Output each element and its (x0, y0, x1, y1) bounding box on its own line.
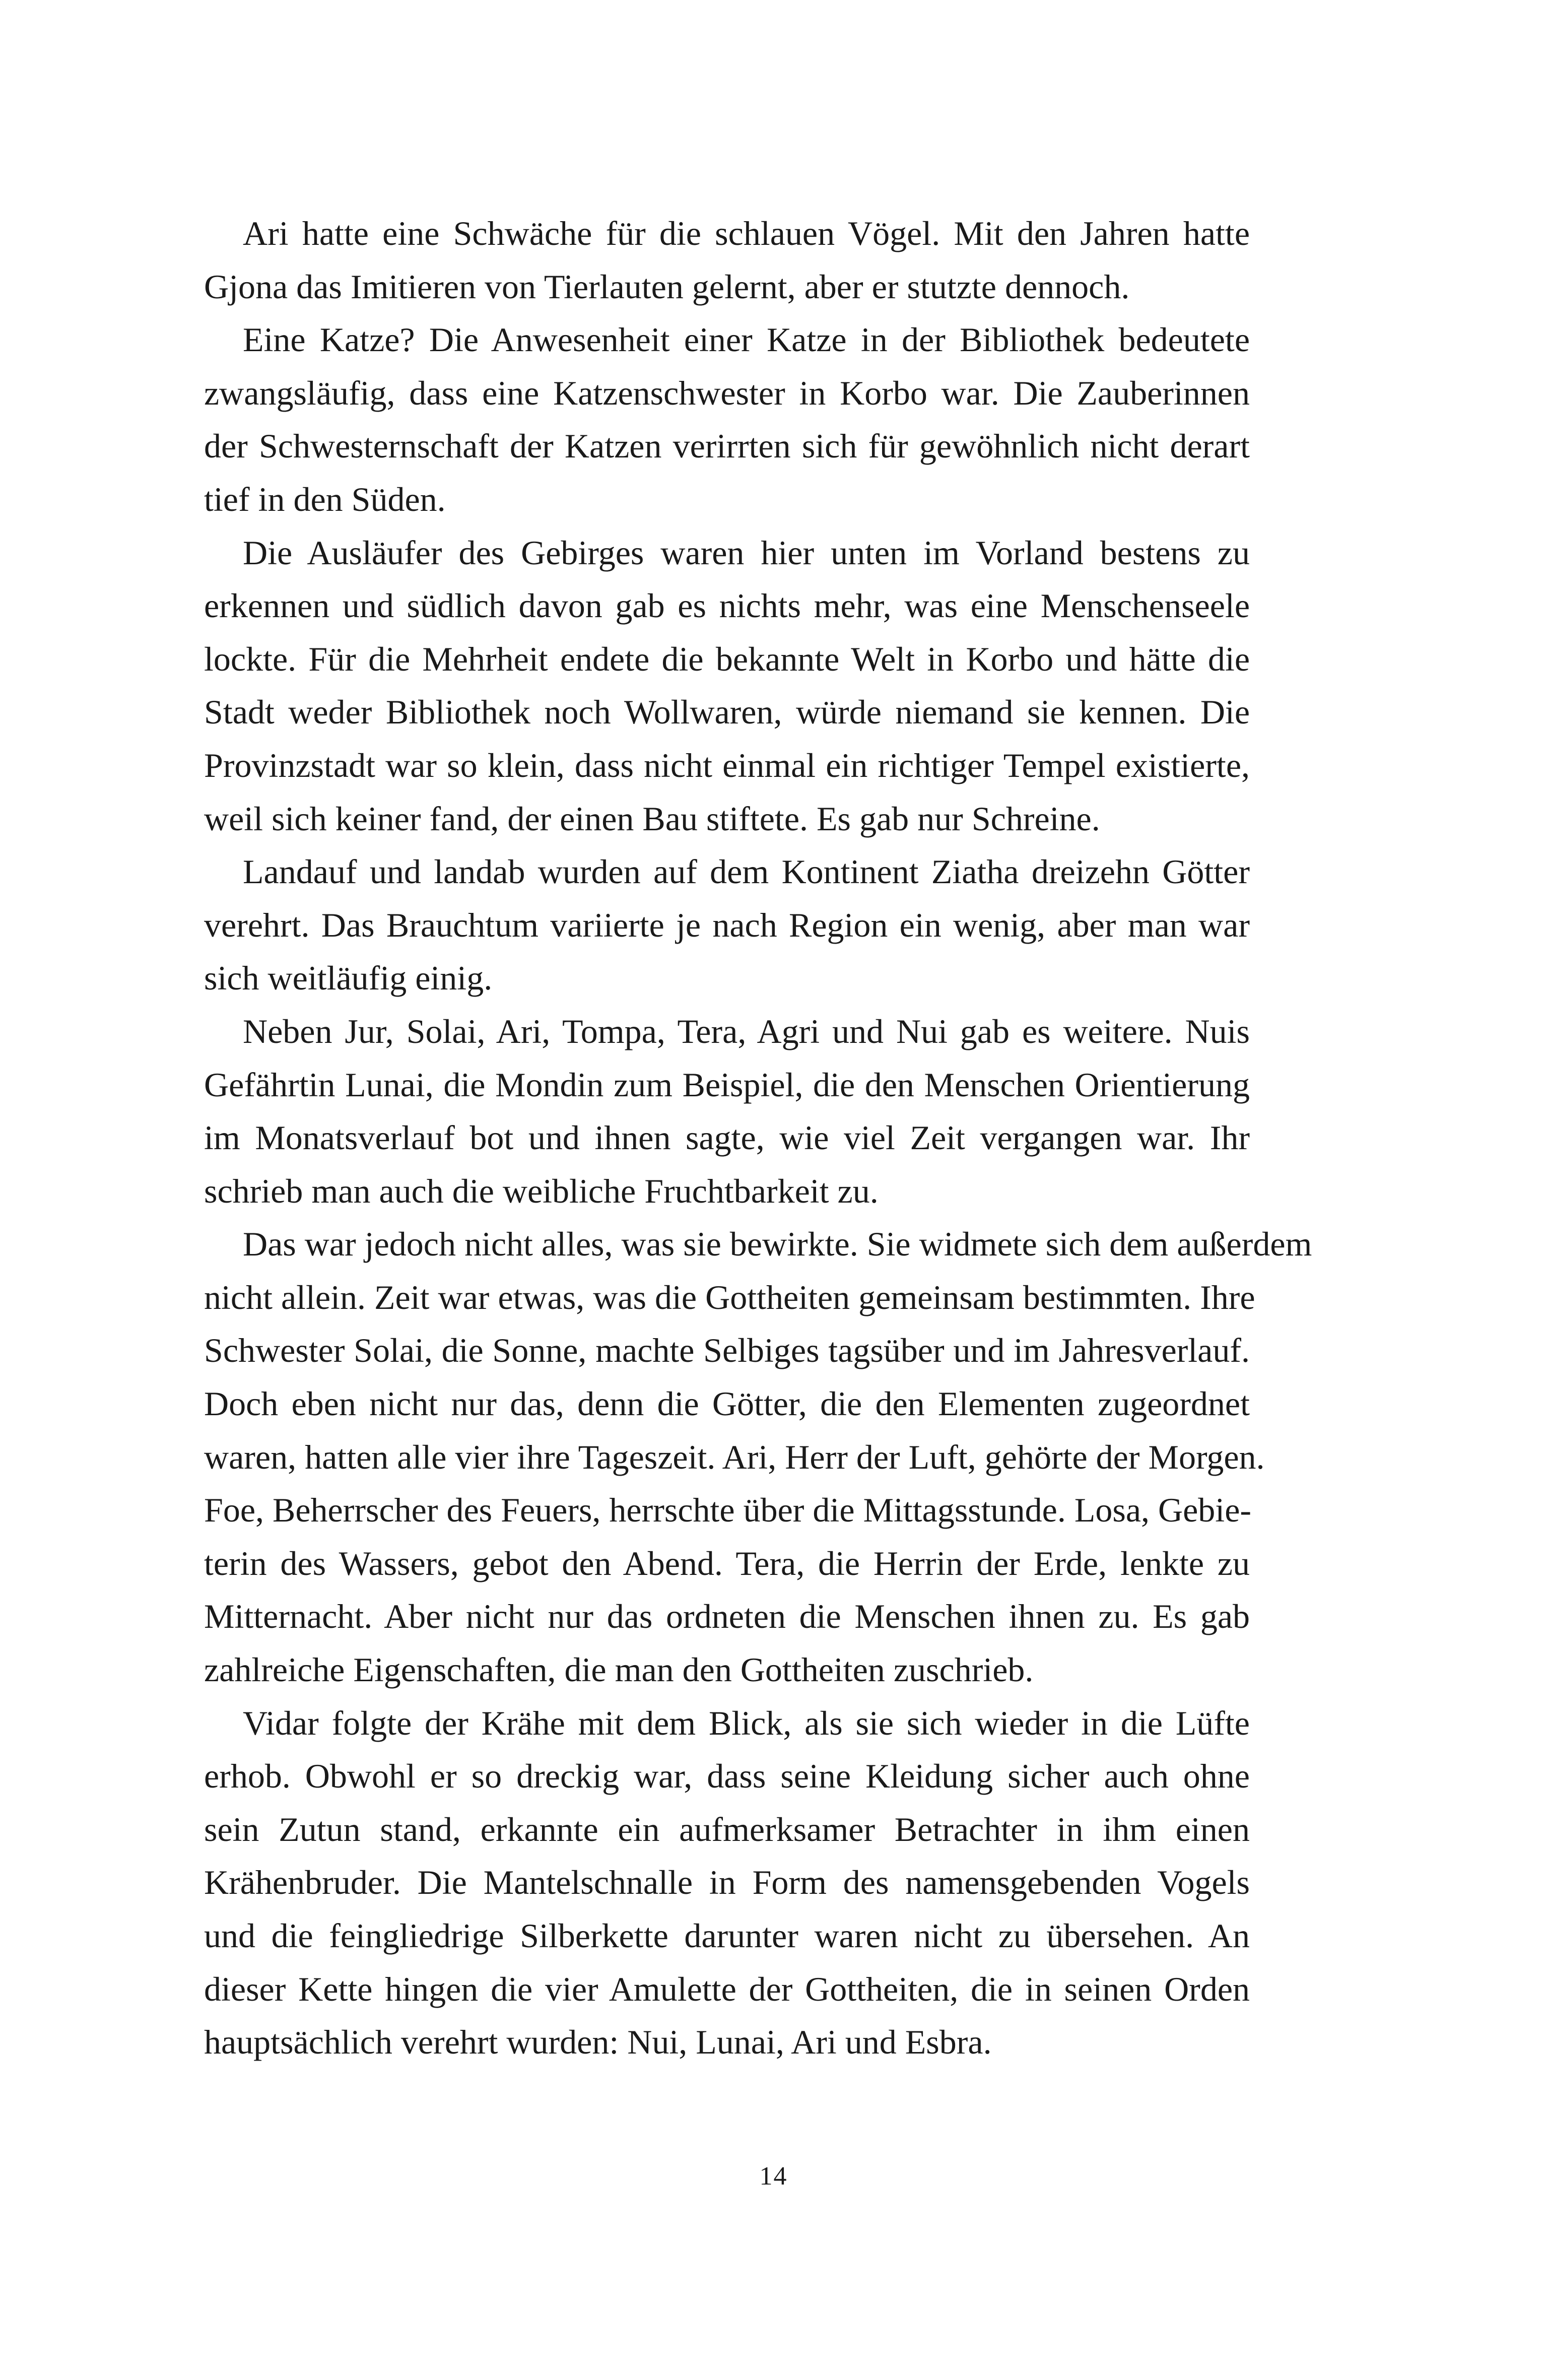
text-line: Das war jedoch nicht alles, was sie bewirkte. Sie widmete sich dem außerdem (243, 1225, 1312, 1264)
text-line: Schwester Solai, die Sonne, machte Selbiges tagsüber und im Jahresverlauf. (204, 1331, 1250, 1370)
text-line: Doch eben nicht nur das, denn die Götter, die den Elementen zugeordnet (204, 1384, 1250, 1423)
text-line: hauptsächlich verehrt wurden: Nui, Lunai, Ari und Esbra. (204, 2023, 992, 2062)
text-line: tief in den Süden. (204, 480, 446, 518)
text-line: Ari hatte eine Schwäche für die schlauen Vögel. Mit den Jahren hatte (243, 214, 1250, 252)
text-line: Stadt weder Bibliothek noch Wollwaren, würde niemand sie kennen. Die (204, 693, 1250, 732)
text-line: weil sich keiner fand, der einen Bau stiftete. Es gab nur Schreine. (204, 799, 1100, 838)
text-line: terin des Wassers, gebot den Abend. Tera, die Herrin der Erde, lenkte zu (204, 1544, 1250, 1582)
text-line: verehrt. Das Brauchtum variierte je nach Region ein wenig, aber man war (204, 905, 1250, 944)
text-line: Foe, Beherrscher des Feuers, herrschte über die Mittagsstunde. Losa, Gebie- (204, 1491, 1252, 1530)
text-line: lockte. Für die Mehrheit endete die bekannte Welt in Korbo und hätte die (204, 639, 1250, 678)
text-line: Krähenbruder. Die Mantelschnalle in Form des namensgebenden Vogels (204, 1863, 1250, 1902)
text-line: erkennen und südlich davon gab es nichts mehr, was eine Menschenseele (204, 586, 1250, 625)
text-line: zahlreiche Eigenschaften, die man den Gottheiten zuschrieb. (204, 1650, 1034, 1689)
body-text (204, 207, 1312, 2069)
text-line: Eine Katze? Die Anwesenheit einer Katze in der Bibliothek bedeutete (243, 320, 1250, 359)
text-line: Neben Jur, Solai, Ari, Tompa, Tera, Agri und Nui gab es weitere. Nuis (243, 1012, 1250, 1050)
text-line: waren, hatten alle vier ihre Tageszeit. Ari, Herr der Luft, gehörte der Morgen. (204, 1437, 1265, 1476)
text-line: im Monatsverlauf bot und ihnen sagte, wie viel Zeit vergangen war. Ihr (204, 1118, 1250, 1157)
text-line: sein Zutun stand, erkannte ein aufmerksamer Betrachter in ihm einen (204, 1810, 1250, 1848)
text-line: und die feingliedrige Silberkette darunter waren nicht zu übersehen. An (204, 1916, 1250, 1955)
text-line: Provinzstadt war so klein, dass nicht einmal ein richtiger Tempel existierte, (204, 746, 1250, 784)
text-line: der Schwesternschaft der Katzen verirrten sich für gewöhnlich nicht derart (204, 427, 1250, 466)
text-line: erhob. Obwohl er so dreckig war, dass seine Kleidung sicher auch ohne (204, 1757, 1250, 1796)
text-line: Vidar folgte der Krähe mit dem Blick, als sie sich wieder in die Lüfte (243, 1703, 1250, 1742)
text-line: sich weitläufig einig. (204, 959, 493, 998)
text-line: Landauf und landab wurden auf dem Kontinent Ziatha dreizehn Götter (243, 852, 1250, 891)
text-line: Mitternacht. Aber nicht nur das ordneten die Menschen ihnen zu. Es gab (204, 1597, 1250, 1636)
text-line: Gefährtin Lunai, die Mondin zum Beispiel, die den Menschen Orientierung (204, 1065, 1250, 1104)
text-line: Die Ausläufer des Gebirges waren hier unten im Vorland bestens zu (243, 533, 1250, 572)
text-line: schrieb man auch die weibliche Fruchtbarkeit zu. (204, 1171, 879, 1210)
text-line: nicht allein. Zeit war etwas, was die Gottheiten gemeinsam bestimmten. Ihre (204, 1278, 1255, 1316)
text-line: Gjona das Imitieren von Tierlauten gelernt, aber er stutzte dennoch. (204, 267, 1130, 306)
page-number: 14 (759, 2162, 788, 2191)
text-line: zwangsläufig, dass eine Katzenschwester in Korbo war. Die Zauberinnen (204, 373, 1250, 412)
text-line: dieser Kette hingen die vier Amulette der Gottheiten, die in seinen Orden (204, 1969, 1250, 2008)
